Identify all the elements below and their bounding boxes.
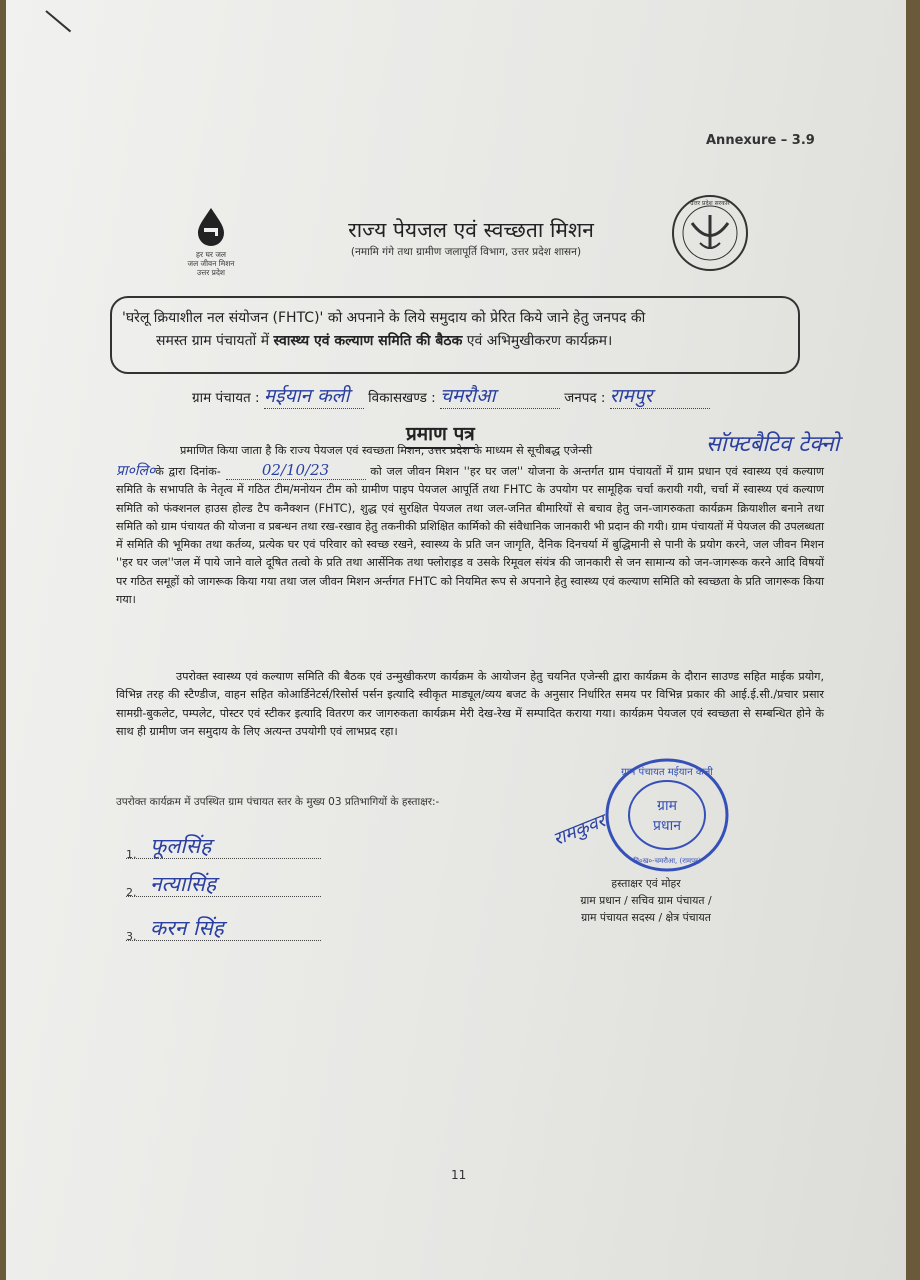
attendee-signature-3 <box>126 918 321 941</box>
attendee-number: 3. <box>126 930 137 943</box>
block-label: विकासखण्ड : <box>368 390 436 406</box>
stamp-ring-text: ग्राम पंचायत मईयान कली <box>621 767 713 778</box>
page-number: 11 <box>451 1168 467 1182</box>
logo-line1: हर घर जल <box>196 250 226 259</box>
banner-line2-post: एवं अभिमुखीकरण कार्यक्रम। <box>462 333 613 349</box>
banner-line1: 'घरेलू क्रियाशील नल संयोजन (FHTC)' को अपनाने के लिये समुदाय को प्रेरित किये जाने हेतु जनपद की <box>122 310 646 326</box>
attendee-name: नत्यासिंह <box>150 872 217 896</box>
signblock-line2: ग्राम प्रधान / सचिव ग्राम पंचायत / <box>580 894 712 907</box>
gram-pradhan-stamp-icon <box>602 755 732 875</box>
banner-line2 <box>156 331 796 350</box>
gp-label: ग्राम पंचायत : <box>192 390 260 406</box>
certificate-first-line: प्रमाणित किया जाता है कि राज्य पेयजल एवं स्वच्छता मिशन, उत्तर प्रदेश के माध्यम से सूचीबद्ध एजेन्सी <box>180 444 593 457</box>
seal-text: उत्तर प्रदेश सरकार <box>690 200 730 207</box>
attendee-number: 1. <box>126 848 137 861</box>
mission-subtitle: (नमामि गंगे तथा ग्रामीण जलापूर्ति विभाग, उत्तर प्रदेश शासन) <box>350 246 582 258</box>
certificate-paragraph-1 <box>116 461 824 609</box>
agency-handwritten: सॉफ्टबैटिव टेक्नो <box>706 432 840 457</box>
stamp-center-1: ग्राम <box>657 798 677 814</box>
block-value: चमरौआ <box>440 382 560 409</box>
signblock-line3: ग्राम पंचायत सदस्य / क्षेत्र पंचायत <box>581 911 711 924</box>
certificate-heading: प्रमाण पत्र <box>406 420 475 449</box>
document-page <box>6 0 906 1280</box>
mission-title: राज्य पेयजल एवं स्वच्छता मिशन <box>348 218 594 242</box>
p1-rest: को जल जीवन मिशन ''हर घर जल'' योजना के अन्तर्गत ग्राम पंचायतों में ग्राम प्रधान एवं स्वास्थ्य एवं कल्याण समिति के सभापति के नेतृत्व में गठित टीम/मनोयन टीम को ग्रामीण पाइप पेयजल आपूर्ति तथा FHTC के उपयोग पर सामूहिक चर्चा करायी गयी, चर्चा में स्वास्थ्य एवं कल्याण समिति को फंक्शनल हाउस होल्ड टैप कनैक्शन (FHTC), शुद्ध एवं सुरक्षित पेयजल तथा जल-जनित बीमारियों से बचाव हेतु जन-जागरुकता कार्यक्रम क्रियाशील बनाने तथा समिति को ग्राम पंचायत की योजना व प्रबन्धन तथा रख-रखाव हेतु तकनीकी प्रशिक्षित कार्मिको की संवैधानिक जानकारी भी प्रदान की गयी। ग्राम पंचायतों में पेयजल की उपलब्धता में समिति की भूमिका तथा कर्तव्य, प्रत्येक घर एवं परिवार को स्वच्छ रखने, स्वास्थ्य के प्रति जन जागृति, दैनिक दिनचर्या में बुद्धिमानी से पानी के प्रयोग करने, जल जीवन मिशन ''हर घर जल''जल में पाये जाने वाले दूषित तत्वो के प्रति तथा आर्सेनिक तथा फ्लोराइड व उसके रिमूवल संयंत्र की जानकारी से जन सामान्य को जन-जागरूक करने आदि विषयों पर गठित समूहों को जागरूक किया गया तथा जल जीवन मिशन अर्न्तगत FHTC को नियमित रूप से अपनाने हेतु स्वास्थ्य एवं कल्याण समिति को स्वच्छता के प्रति जागरूक किया गया। <box>116 465 824 607</box>
district-label: जनपद : <box>564 390 606 406</box>
attendee-signature-2 <box>126 874 321 897</box>
banner-line2-pre: समस्त ग्राम पंचायतों में <box>156 333 274 349</box>
signblock-line1: हस्ताक्षर एवं मोहर <box>611 877 681 890</box>
attendees-label: उपरोक्त कार्यक्रम में उपस्थित ग्राम पंचायत स्तर के मुख्य 03 प्रतिभागियों के हस्ताक्षर:- <box>116 796 440 808</box>
pen-mark <box>45 10 71 32</box>
banner-line2-bold: स्वास्थ्य एवं कल्याण समिति की बैठक <box>273 333 463 349</box>
logo-line2: जल जीवन मिशन <box>187 259 235 268</box>
attendee-number: 2. <box>126 886 137 899</box>
stamp-bottom-text: वि०ख०-चमरौआ, (रामपुर) <box>633 857 701 865</box>
annexure-label: Annexure – 3.9 <box>706 133 815 148</box>
pradhan-signature: रामकुवर <box>550 810 609 851</box>
date-handwritten: 02/10/23 <box>226 461 366 480</box>
signature-block <box>546 875 746 926</box>
attendee-name: फूलसिंह <box>150 834 212 858</box>
attendee-name: करन सिंह <box>150 916 224 940</box>
gp-value: मईयान कली <box>264 382 364 409</box>
attendee-signature-1 <box>126 836 321 859</box>
p1-dwara: के द्वारा दिनांक- <box>155 465 221 478</box>
agency-handwritten-suffix: प्रा०लि० <box>116 463 156 479</box>
certificate-paragraph-2: उपरोक्त स्वास्थ्य एवं कल्याण समिति की बैठक एवं उन्मुखीकरण कार्यक्रम के आयोजन हेतु चयनित एजेन्सी द्वारा कार्यक्रम के दौरान साउण्ड सहित माईक प्रयोग, विभिन्न तरह की स्टैण्डीज, वाहन सहित कोआर्डिनेटर्स/रिसोर्स पर्सन इत्यादि स्वीकृत माड्यूल/व्यय बजट के अनुसार निर्धारित समय पर विभिन्न प्रकार की आई.ई.सी./प्रचार प्रसार सामग्री-बुकलेट, पम्पलेट, पोस्टर एवं स्टीकर इत्यादि वितरण कर जागरुकता कार्यक्रम मेरी देख-रेख में सम्पादित कराया गया। कार्यक्रम पेयजल एवं स्वच्छता से सम्बन्धित होने के साथ ही ग्रामीण जन समुदाय के लिए अत्यन्त उपयोगी एवं लाभप्रद रहा। <box>116 670 824 738</box>
up-government-seal-icon <box>670 193 750 273</box>
water-drop-icon <box>193 206 229 246</box>
panchayat-row <box>192 382 710 409</box>
district-value: रामपुर <box>610 382 710 409</box>
logo-line3: उत्तर प्रदेश <box>196 268 226 277</box>
har-ghar-jal-logo <box>176 206 246 277</box>
stamp-center-2: प्रधान <box>653 818 681 834</box>
